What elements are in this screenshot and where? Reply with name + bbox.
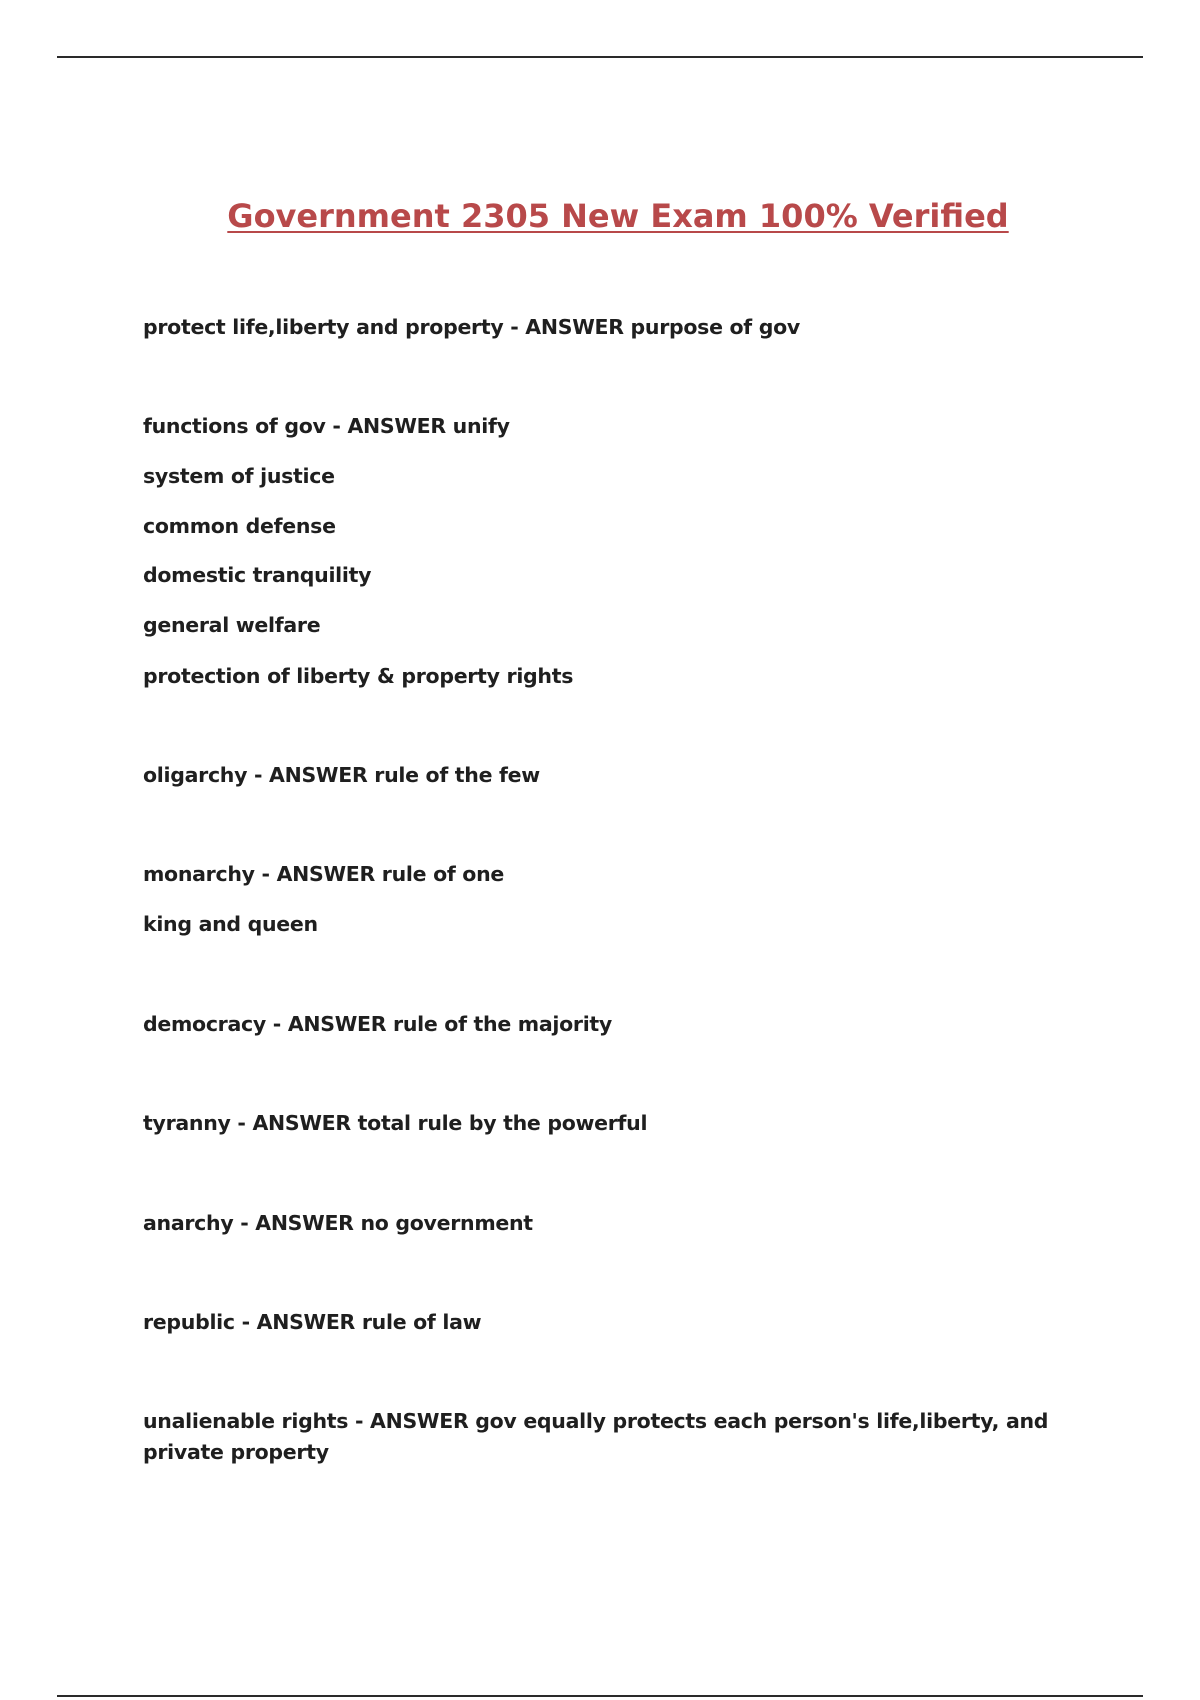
- qa-republic: republic - ANSWER rule of law: [143, 1310, 482, 1334]
- top-rule: [57, 56, 1143, 58]
- bottom-rule: [57, 1695, 1143, 1697]
- qa-functions-item: general welfare: [143, 613, 321, 637]
- qa-oligarchy: oligarchy - ANSWER rule of the few: [143, 763, 540, 787]
- qa-anarchy: anarchy - ANSWER no government: [143, 1211, 533, 1235]
- qa-functions-item: protection of liberty & property rights: [143, 664, 574, 688]
- qa-democracy: democracy - ANSWER rule of the majority: [143, 1012, 612, 1036]
- document-title: Government 2305 New Exam 100% Verified: [227, 197, 1009, 235]
- qa-tyranny: tyranny - ANSWER total rule by the powerful: [143, 1111, 648, 1135]
- qa-functions-item: common defense: [143, 514, 336, 538]
- qa-monarchy: monarchy - ANSWER rule of one: [143, 862, 504, 886]
- qa-unalienable-rights: unalienable rights - ANSWER gov equally protects each person's life,liberty, and private property: [143, 1409, 1049, 1464]
- qa-functions-of-gov: functions of gov - ANSWER unify: [143, 414, 510, 438]
- qa-purpose-of-gov: protect life,liberty and property - ANSWER purpose of gov: [143, 315, 800, 339]
- qa-functions-item: domestic tranquility: [143, 563, 372, 587]
- qa-monarchy-detail: king and queen: [143, 912, 318, 936]
- qa-functions-item: system of justice: [143, 464, 335, 488]
